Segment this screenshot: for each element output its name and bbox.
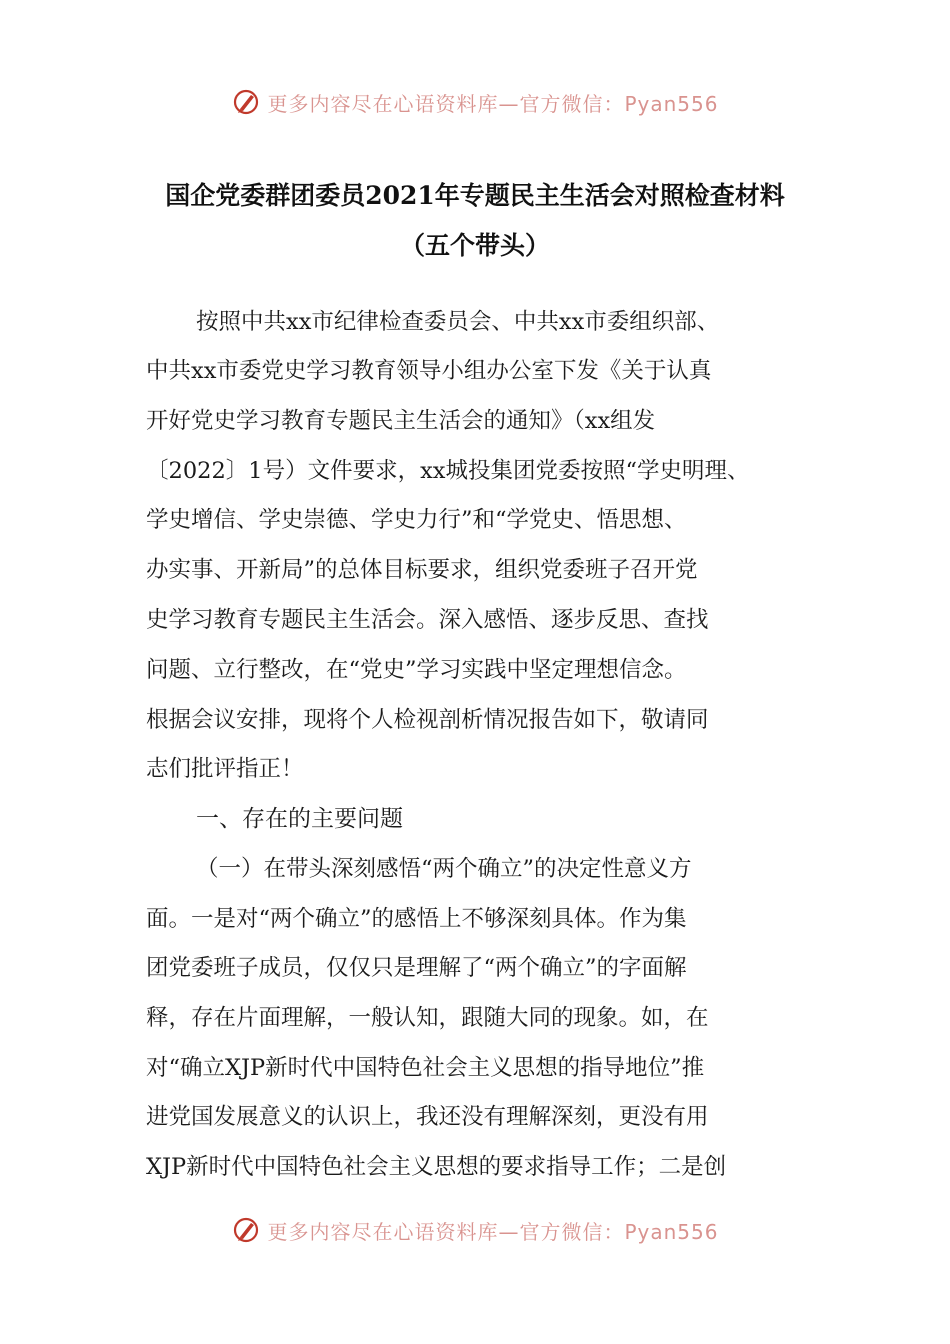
- paragraph2-line: 进党国发展意义的认识上，我还没有理解深刻，更没有用: [146, 1104, 709, 1130]
- paragraph1-line: 问题、立行整改，在“党史”学习实践中坚定理想信念。: [146, 657, 687, 683]
- paragraph1-line: 根据会议安排，现将个人检视剖析情况报告如下，敬请同: [146, 707, 709, 733]
- document-subtitle: （五个带头）: [399, 231, 550, 260]
- footer-banner: [0, 1212, 950, 1248]
- paragraph1-line: 中共xx市委党史学习教育领导小组办公室下发《关于认真: [146, 358, 712, 384]
- paragraph1-line: 〔2022〕1号）文件要求，xx城投集团党委按照“学史明理、: [146, 458, 750, 484]
- paragraph2-line: （一）在带头深刻感悟“两个确立”的决定性意义方: [196, 856, 692, 882]
- banner-text: 更多内容尽在心语资料库—官方微信：Pyan556: [267, 1219, 719, 1244]
- paragraph2-line: 团党委班子成员，仅仅只是理解了“两个确立”的字面解: [146, 955, 687, 981]
- paragraph2-line: 面。一是对“两个确立”的感悟上不够深刻具体。作为集: [146, 906, 687, 932]
- paragraph1-line: 办实事、开新局”的总体目标要求，组织党委班子召开党: [146, 557, 698, 583]
- paragraph2-line: 释，存在片面理解，一般认知，跟随大同的现象。如，在: [146, 1005, 709, 1031]
- paragraph2-line: XJP新时代中国特色社会主义思想的要求指导工作；二是创: [146, 1154, 727, 1180]
- header-banner: [0, 84, 950, 120]
- document-title: 国企党委群团委员2021年专题民主生活会对照检查材料: [165, 181, 785, 210]
- paragraph1-line: 按照中共xx市纪律检查委员会、中共xx市委组织部、: [196, 309, 720, 335]
- pen-circle-logo-icon: [231, 1215, 261, 1245]
- paragraph1-line: 史学习教育专题民主生活会。深入感悟、逐步反思、查找: [146, 607, 709, 633]
- section-heading: 一、存在的主要问题: [196, 806, 403, 832]
- paragraph1-line: 开好党史学习教育专题民主生活会的通知》（xx组发: [146, 408, 656, 434]
- pen-circle-logo-icon: [231, 87, 261, 117]
- banner-text: 更多内容尽在心语资料库—官方微信：Pyan556: [267, 91, 719, 116]
- paragraph2-line: 对“确立XJP新时代中国特色社会主义思想的指导地位”推: [146, 1055, 705, 1081]
- paragraph1-line: 学史增信、学史崇德、学史力行”和“学党史、悟思想、: [146, 507, 687, 533]
- paragraph1-line: 志们批评指正！: [146, 756, 304, 782]
